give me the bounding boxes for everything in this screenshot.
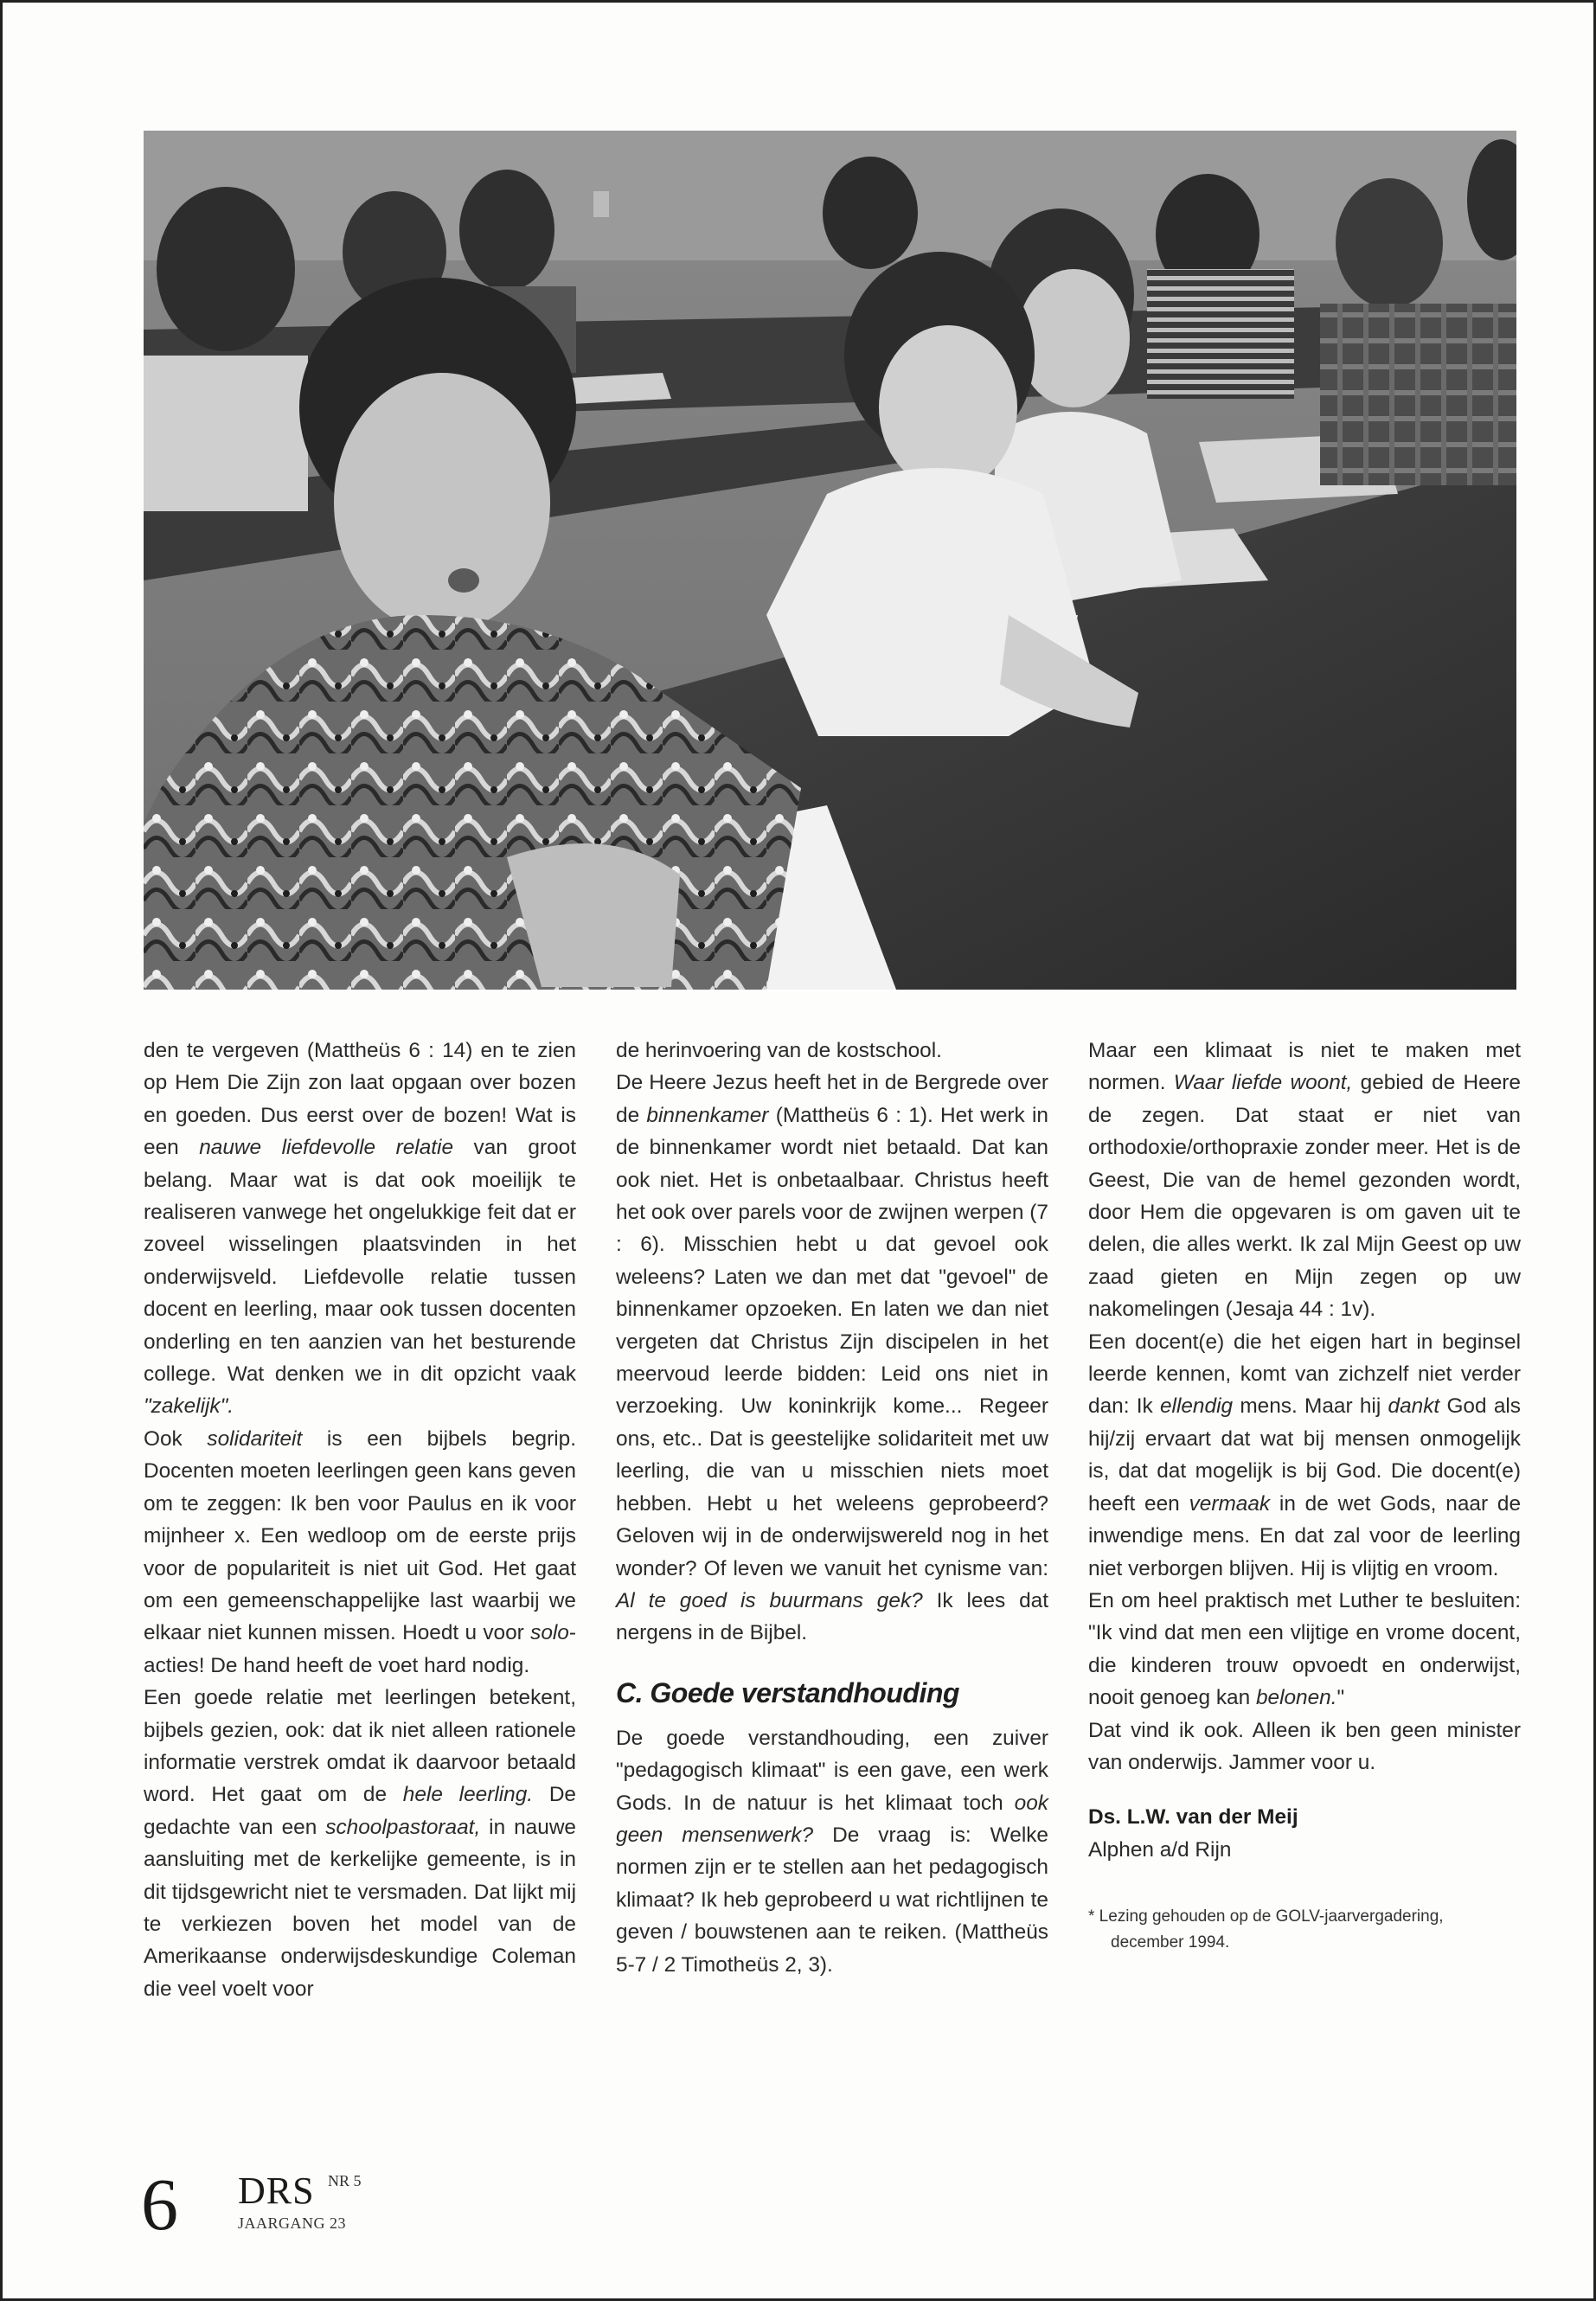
paragraph (144, 1682, 576, 2005)
paragraph (144, 1423, 576, 1682)
article-column-3 (1088, 1035, 1521, 1956)
paragraph (144, 1035, 576, 1423)
author-location: Alphen a/d Rijn (1088, 1837, 1232, 1862)
author-block (1088, 1801, 1521, 1866)
text-run: in de wet Gods, naar de inwendige mens. En dat zal voor de leerling niet verborgen blijven. Hij is vlijtig en vroom. (1088, 1491, 1522, 1580)
text-run: De vraag is: Welke normen zijn er te stellen aan het pedagogisch klimaat? Ik heb geprobeerd u wat richtlijnen te geven / bouwstenen aan te reiken. (Mattheüs 5-7 / 2 Timotheüs 2, 3). (616, 1823, 1048, 1977)
text-run: God als hij/zij ervaart dat wat bij mensen onmogelijk is, dat dat mogelijk is bij God. Die docent(e) heeft een (1088, 1394, 1521, 1516)
text-run: De gedachte van een (144, 1783, 576, 1839)
paragraph: de herinvoering van de kostschool. (616, 1039, 942, 1062)
emphasis: Waar liefde woont, (1173, 1071, 1353, 1095)
text-run: De Heere Jezus heeft het in de Bergrede over de (616, 1071, 1048, 1127)
text-run: Ik lees dat nergens in de Bijbel. (616, 1588, 1048, 1645)
article-column-2 (616, 1035, 1048, 1981)
text-run: mens. Maar hij (1233, 1394, 1388, 1419)
paragraph: Dat vind ik ook. Alleen ik ben geen minister van onderwijs. Jammer voor u. (1088, 1718, 1521, 1774)
paragraph (1088, 1326, 1521, 1585)
paragraph (1088, 1585, 1521, 1715)
section-heading: C. Goede verstandhouding (616, 1676, 959, 1708)
magazine-title: DRS (238, 2170, 315, 2212)
emphasis: solo (530, 1621, 569, 1645)
paragraph (1088, 1035, 1521, 1326)
author-name: Ds. L.W. van der Meij (1088, 1805, 1298, 1830)
text-run: Een goede relatie met leerlingen betekent, bijbels gezien, ook: dat ik niet alleen rationele informatie verstrek omdat ik daarvoor betaald word. Het gaat om de (144, 1686, 576, 1807)
text-run: -acties! De hand heeft de voet hard nodig. (144, 1621, 576, 1677)
emphasis: Al te goed is buurmans gek? (616, 1588, 923, 1612)
emphasis: solidariteit (207, 1426, 303, 1451)
emphasis: belonen. (1255, 1686, 1337, 1710)
text-run: van groot belang. Maar wat is dat ook moeilijk te realiseren vanwege het ongelukkige feit dat er zoveel wisselingen plaatsvinden in het onderwijsveld. Liefdevolle relatie tussen docent en leerling, maar ook tussen docenten onderling en ten aanzien van het besturende college. Wat denken we in dit opzicht vaak (144, 1136, 576, 1387)
article-body (144, 1035, 1522, 2159)
classroom-photo-drawing (144, 131, 1516, 990)
text-run: gebied de Heere de zegen. Dat staat er niet van orthodoxie/orthopraxie zonder meer. Het is de Geest, Die van de hemel gezonden wordt, door Hem die opgevaren is om gaven uit te delen, die alles werkt. Ik zal Mijn Geest op uw zaad gieten en Mijn zegen op uw nakomelingen (Jesaja 44 : 1v). (1088, 1071, 1521, 1322)
text-run: den te vergeven (Mattheüs 6 : 14) en te zien op Hem Die Zijn zon laat opgaan over bozen en goeden. Dus eerst over de bozen! Wat is een (144, 1039, 576, 1160)
text-run: is een bijbels begrip. Docenten moeten leerlingen geen kans geven om te zeggen: Ik ben voor Paulus en ik voor mijnheer x. Een wedloop om de eerste prijs voor de populariteit is niet uit God. Het gaat om een gemeenschappelijke last waarbij we elkaar niet kunnen missen. Hoedt u voor (144, 1426, 576, 1645)
text-run: " (1336, 1686, 1345, 1710)
emphasis: "zakelijk". (144, 1394, 234, 1419)
classroom-photo (144, 131, 1516, 990)
emphasis: hele leerling. (402, 1783, 534, 1807)
emphasis: vermaak (1189, 1491, 1271, 1516)
emphasis: dankt (1388, 1394, 1440, 1419)
text-run: Ook (144, 1426, 208, 1451)
text-run: En om heel praktisch met Luther te besluiten: "Ik vind dat men een vlijtige en vrome docent, die kinderen trouw opvoedt en onderwijst, nooit genoeg kan (1088, 1588, 1521, 1710)
emphasis: binnenkamer (646, 1103, 769, 1127)
emphasis: ook geen mensenwerk? (616, 1791, 1048, 1847)
emphasis: nauwe liefdevolle relatie (199, 1136, 454, 1160)
footnote: * Lezing gehouden op de GOLV-jaarvergadering, december 1994. (1088, 1907, 1444, 1952)
page-footer (141, 2163, 487, 2246)
paragraph (616, 1067, 1048, 1649)
volume-label: JAARGANG 23 (238, 2214, 347, 2232)
page-number: 6 (141, 2163, 178, 2246)
text-run: Maar een klimaat is niet te maken met normen. (1088, 1039, 1521, 1095)
emphasis: schoolpastoraat, (325, 1815, 481, 1839)
text-run: De goede verstandhouding, een zuiver "pedagogisch klimaat" is een gave, een werk Gods. In de natuur is het klimaat toch (616, 1726, 1048, 1815)
text-run: (Mattheüs 6 : 1). Het werk in de binnenkamer wordt niet betaald. Dat kan ook niet. Het is onbetaalbaar. Christus heeft het ook over parels voor de zwijnen werpen (7 : 6). Misschien hebt u dat gevoel ook weleens? Laten we dan met dat "gevoel" de binnenkamer opzoeken. En laten we dan niet vergeten dat Christus Zijn discipelen in het meervoud leerde bidden: Leid ons niet in verzoeking. Uw koninkrijk kome... Regeer ons, etc.. Dat is geestelijke solidariteit met uw leerling, die van u misschien niets moet hebben. Hebt u het weleens geprobeerd? Geloven wij in de onderwijswereld nog in het wonder? Of leven we vanuit het cynisme van: (616, 1103, 1048, 1580)
issue-number: NR 5 (328, 2172, 362, 2189)
text-run: in nauwe aansluiting met de kerkelijke gemeente, is in dit tijdsgewricht niet te versmaden. Dat lijkt mij te verkiezen boven het model van de Amerikaanse onderwijsdeskundige Coleman die veel voelt voor (144, 1815, 576, 2001)
emphasis: ellendig (1159, 1394, 1234, 1419)
article-column-1 (144, 1035, 576, 2005)
text-run: Een docent(e) die het eigen hart in beginsel leerde kennen, komt van zichzelf niet verder dan: Ik (1088, 1330, 1521, 1419)
paragraph (616, 1722, 1048, 1981)
